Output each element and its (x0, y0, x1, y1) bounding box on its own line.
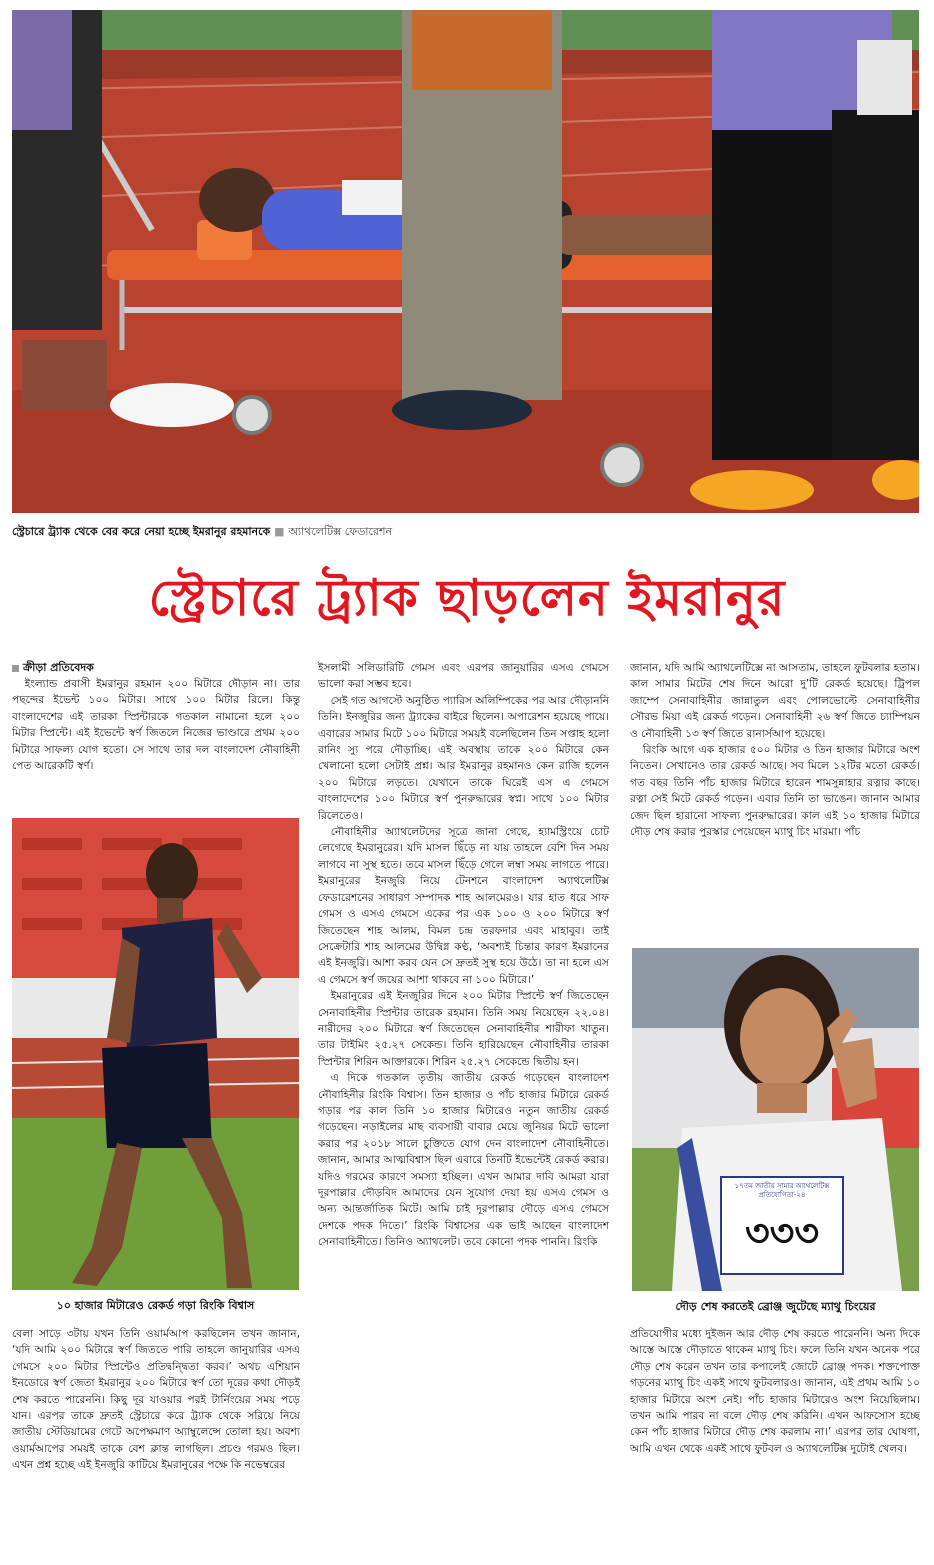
paragraph: প্রতিযোগীর মধ্যে দুইজন আর দৌড় শেষ করতে পারেননি। অন্য দিকে আস্তে আস্তে দৌড়াতে থাকেন ম্যাথু চিং। ফলে তিনি যখন অনেক পরে দৌড় শেষ করেন তখন তার কপালেই জোটে ব্রোঞ্জ পদক। শক্তপোক্ত গড়নের ম্যাথু চিং একই সাথে ফুটবলারও। জানান, এই প্রথম আমি ১০ হাজার মিটারে অংশ নেই। পাঁচ হাজার মিটারেও অংশ নিয়েছিলাম। তখন আমি পারব না বলে দৌড় শেষ করিনি। এখন আফসোস হচ্ছে কেন পাঁচ হাজার মিটারে দৌড় শেষ করলাম না।’ এরপর তার ঘোষণা, আমি এখন থেকে একই সাথে ফুটবল ও অ্যাথলেটিক্স দুটোই খেলব। (630, 1328, 920, 1455)
paragraph: জানান, যদি আমি অ্যাথলেটিক্সে না আসতাম, তাহলে ফুটবলার হতাম। কাল সামার মিটের শেষ দিনে আরো দু’টি রেকর্ড হয়েছে। ট্রিপল জাম্পে সেনাবাহিনীর জান্নাতুল এবং পোলভোল্টে সেনাবাহিনীর সৌরভ মিয়া এই রেকর্ড গড়েন। সেনাবাহিনী ২৬ স্বর্ণ জিতে চ্যাম্পিয়ন ও নৌবাহিনী ১৩ স্বর্ণ জিতে রানার্সআপ হয়েছে। (630, 662, 920, 740)
bullet-icon (12, 665, 19, 672)
photo-credit: অ্যাথলেটিক্স ফেডারেশন (288, 525, 393, 538)
paragraph: সেই গত আগস্টে অনুষ্ঠিত প্যারিস অলিম্পিকের পর আর দৌড়াননি তিনি। ইনজুরির জন্য ট্র্যাকের বাইরে ছিলেন। অপারেশন হয়েছে পায়ে। এবারের সামার মিটে ১০০ মিটারে সময়ই বলেছিলেন তিন সপ্তাহ হলো রানিং স্যু পরে দৌড়াচ্ছি। এই অবস্থায় তাকে ২০০ মিটারে কেন খেলানো হলো সেটাই প্রশ্ন। আর ইমরানুর রহমানও কেন রাজি হলেন ২০০ মিটারে লড়তে। যেখানে তাকে ঘিরেই এস এ গেমসে বাংলাদেশের ১০০ মিটারে স্বর্ণ পুনরুদ্ধারের স্বপ্ন। সাথে ১০০ মিটার রিলেতেও। (318, 694, 609, 822)
column-3-bottom (630, 1326, 920, 1562)
byline-text: ক্রীড়া প্রতিবেদক (23, 661, 94, 674)
paragraph: নৌবাহিনীর অ্যাথলেটদের সূত্রে জানা গেছে, হ্যামস্ট্রিংয়ে চোট লেগেছে ইমরানুরের। যদি মাসল ছিঁড়ে না যায় তাহলে বেশি দিন সময় লাগবে না সুস্থ হতে। তবে মাসল ছিঁড়ে গেলে লম্বা সময় লাগতে পারে। ইমরানুরের ইনজুরি নিয়ে টেনশনে বাংলাদেশ অ্যাথলেটিক্স ফেডারেশনের সাধারণ সম্পাদক শাহ আলমেরও। যার হাত ধরে সাফ গেমস ও এসএ গেমসে একের পর এক ১০০ ও ২০০ মিটারে স্বর্ণ জিতেছেন শাহ আলম, বিমল চন্দ্র তরফদার এবং মাহাবুব। তাই সেক্রেটারি শাহ আলমের উদ্বিগ্ন কণ্ঠ, ‘অবশ্যই চিন্তার কারণ ইমরানের এই ইনজুরি। আশা করব যেন সে দ্রুতই সুস্থ হয়ে উঠে। তা না হলে এস এ গেমসে স্বর্ণ জয়ের আশা থাকবে না ১০০ মিটারে।’ (318, 826, 609, 986)
bib-number: ৩৩৩ (744, 1211, 820, 1255)
headline: স্ট্রেচারে ট্র্যাক ছাড়লেন ইমরানুর (148, 569, 786, 627)
paragraph: এ দিকে গতকাল তৃতীয় জাতীয় রেকর্ড গড়েছেন বাংলাদেশ নৌবাহিনীর রিংকি বিশ্বাস। তিন হাজার ও পাঁচ হাজার মিটারে রেকর্ড গড়ার পর কাল তিনি ১০ হাজার মিটারেও নতুন জাতীয় রেকর্ড গড়েছেন। নড়াইলের মাছ ব্যবসায়ী বাবার মেয়ে জুনিয়র মিটে ভালো করার পর ২০১৮ সালে চুক্তিতে যোগ দেন বাংলাদেশ নৌবাহিনীতে। জানান, আমার আত্মবিশ্বাস ছিল এবারে তিনটি ইভেন্টেই রেকর্ড করার। যদিও গরমের কারণে সমস্যা হচ্ছিল। এখন আমার দাবি আমরা যারা দূরপাল্লার দৌড়বিদ আমাদের যেন সুযোগ দেয়া হয় এসএ গেমস ও অন্য আন্তর্জাতিক মিটে। আমি চাই দূরপাল্লার দৌড়ে এসএ গেমসে দেশকে পদক দিতে।’ রিংকি বিশ্বাসের এক ভাই আছেন বাংলাদেশ সেনাবাহিনীতে। তিনিও অ্যাথলেট। তবে কোনো পদক পাননি। রিংকি (318, 1072, 609, 1249)
paragraph: বেলা সাড়ে ৩টায় যখন তিনি ওয়ার্মআপ করছিলেন তখন জানান, ‘যদি আমি ২০০ মিটারে স্বর্ণ জিততে পারি তাহলে জানুয়ারির এসএ গেমসে ২০০ মিটার স্প্রিন্টেও প্রতিদ্বন্দ্বিতা করব।’ অথচ এশিয়ান ইনডোরে স্বর্ণ জেতা ইমরানুর ২০০ মিটারে স্বর্ণ তো দূরের কথা দৌড়ই শেষ করতে পারেননি। কিছু দূর যাওয়ার পরই টার্নিংয়ের সময় পড়ে যান। এরপর তাকে দ্রুতই স্ট্রেচারে করে ট্র্যাক থেকে সরিয়ে নিয়ে জাতীয় স্টেডিয়ামের গেটে অপেক্ষমাণ অ্যাম্বুলেন্সে তোলা হয়। অবশ্য ওয়ার্মআপের সময়ই তাকে বেশ ক্লান্ত লাগছিল। প্রচণ্ড গরমও ছিল। এখন প্রশ্ন হচ্ছে এই ইনজুরি কাটিয়ে ইমরানুরের পক্ষে কি নভেম্বরের (12, 1328, 300, 1472)
column-2 (318, 660, 609, 1562)
caption-text: ১০ হাজার মিটারেও রেকর্ড গড়া রিংকি বিশ্বাস (56, 1299, 255, 1312)
race-bib (720, 1176, 844, 1275)
top-photo-caption (12, 525, 392, 539)
caption-separator: ■ (274, 525, 285, 538)
top-photo (12, 10, 919, 513)
paragraph: ইসলামী সলিডারিটি গেমস এবং এরপর জানুয়ারির এসএ গেমসে ভালো করা সম্ভব হবে। (318, 662, 609, 691)
column-1-top (12, 660, 300, 808)
caption-text: স্ট্রেচারে ট্র্যাক থেকে বের করে নেয়া হচ্ছে ইমরানুর রহমানকে (12, 525, 271, 538)
byline (12, 660, 300, 676)
column-1-bottom (12, 1326, 300, 1562)
caption-text: দৌড় শেষ করতেই ব্রোঞ্জ জুটেছে ম্যাথু চিংয়ের (675, 1300, 876, 1313)
paragraph: রিংকি আগে এক হাজার ৫০০ মিটার ও তিন হাজার মিটারে অংশ নিতেন। সেখানেও তার রেকর্ড আছে। সব মিলে ১২টির মতো রেকর্ড। গত বছর তিনি পাঁচ হাজার মিটারে হারেন শামসুন্নাহার রত্নার কাছে। রত্না সেই মিটে রেকর্ড গড়েন। এবার তিনি তা ভাঙেন। জানান আমার জেদ ছিল হারানো সাফল্য পুনরুদ্ধারের। কাল এই ১০ হাজার মিটারে দৌড় শেষ করার পুরস্কার পেয়েছেন ম্যাথু চিং মারমা। পাঁচ (630, 744, 920, 839)
column-3-top (630, 660, 920, 936)
right-photo-caption (632, 1300, 919, 1314)
right-photo (632, 948, 919, 1291)
bib-header: ১৭তম জাতীয় সামার অ্যাথলেটিক্স প্রতিযোগিতা-২৪ (734, 1182, 830, 1199)
paragraph: ইমরানুরের এই ইনজুরির দিনে ২০০ মিটার স্প্রিন্টে স্বর্ণ জিতেছেন সেনাবাহিনীর স্প্রিন্টার তারেক রহমান। তিনি সময় নিয়েছেন ২২.০৪। নারীদের ২০০ মিটারে স্বর্ণ জিতেছেন সেনাবাহিনীর শারীফা খাতুন। তার টাইমিং ২৫.২৭ সেকেন্ড। তিনি হারিয়েছেন নৌবাহিনীর তারকা স্প্রিন্টার শিরিন আক্তারকে। শিরিন ২৫.২৭ সেকেন্ডে দ্বিতীয় হন। (318, 990, 609, 1068)
left-photo (12, 818, 299, 1290)
left-photo-caption (12, 1299, 299, 1313)
paragraph: ইংল্যান্ড প্রবাসী ইমরানুর রহমান ২০০ মিটারে দৌড়ান না। তার পছন্দের ইভেন্ট ১০০ মিটার। সাথে ১০০ মিটার রিলে। কিন্তু বাংলাদেশের এই তারকা স্প্রিন্টারকে গতকাল নামানো হলে ২০০ মিটার স্প্রিন্টে। এই ইভেন্টে স্বর্ণ জিতলে নিজের ভাণ্ডারে প্রথম ২০০ মিটারে সাফল্য যোগ হতো। সে সাথে তার দল বাংলাদেশ নৌবাহিনী পেত আরেকটি স্বর্ণ। (12, 678, 300, 773)
